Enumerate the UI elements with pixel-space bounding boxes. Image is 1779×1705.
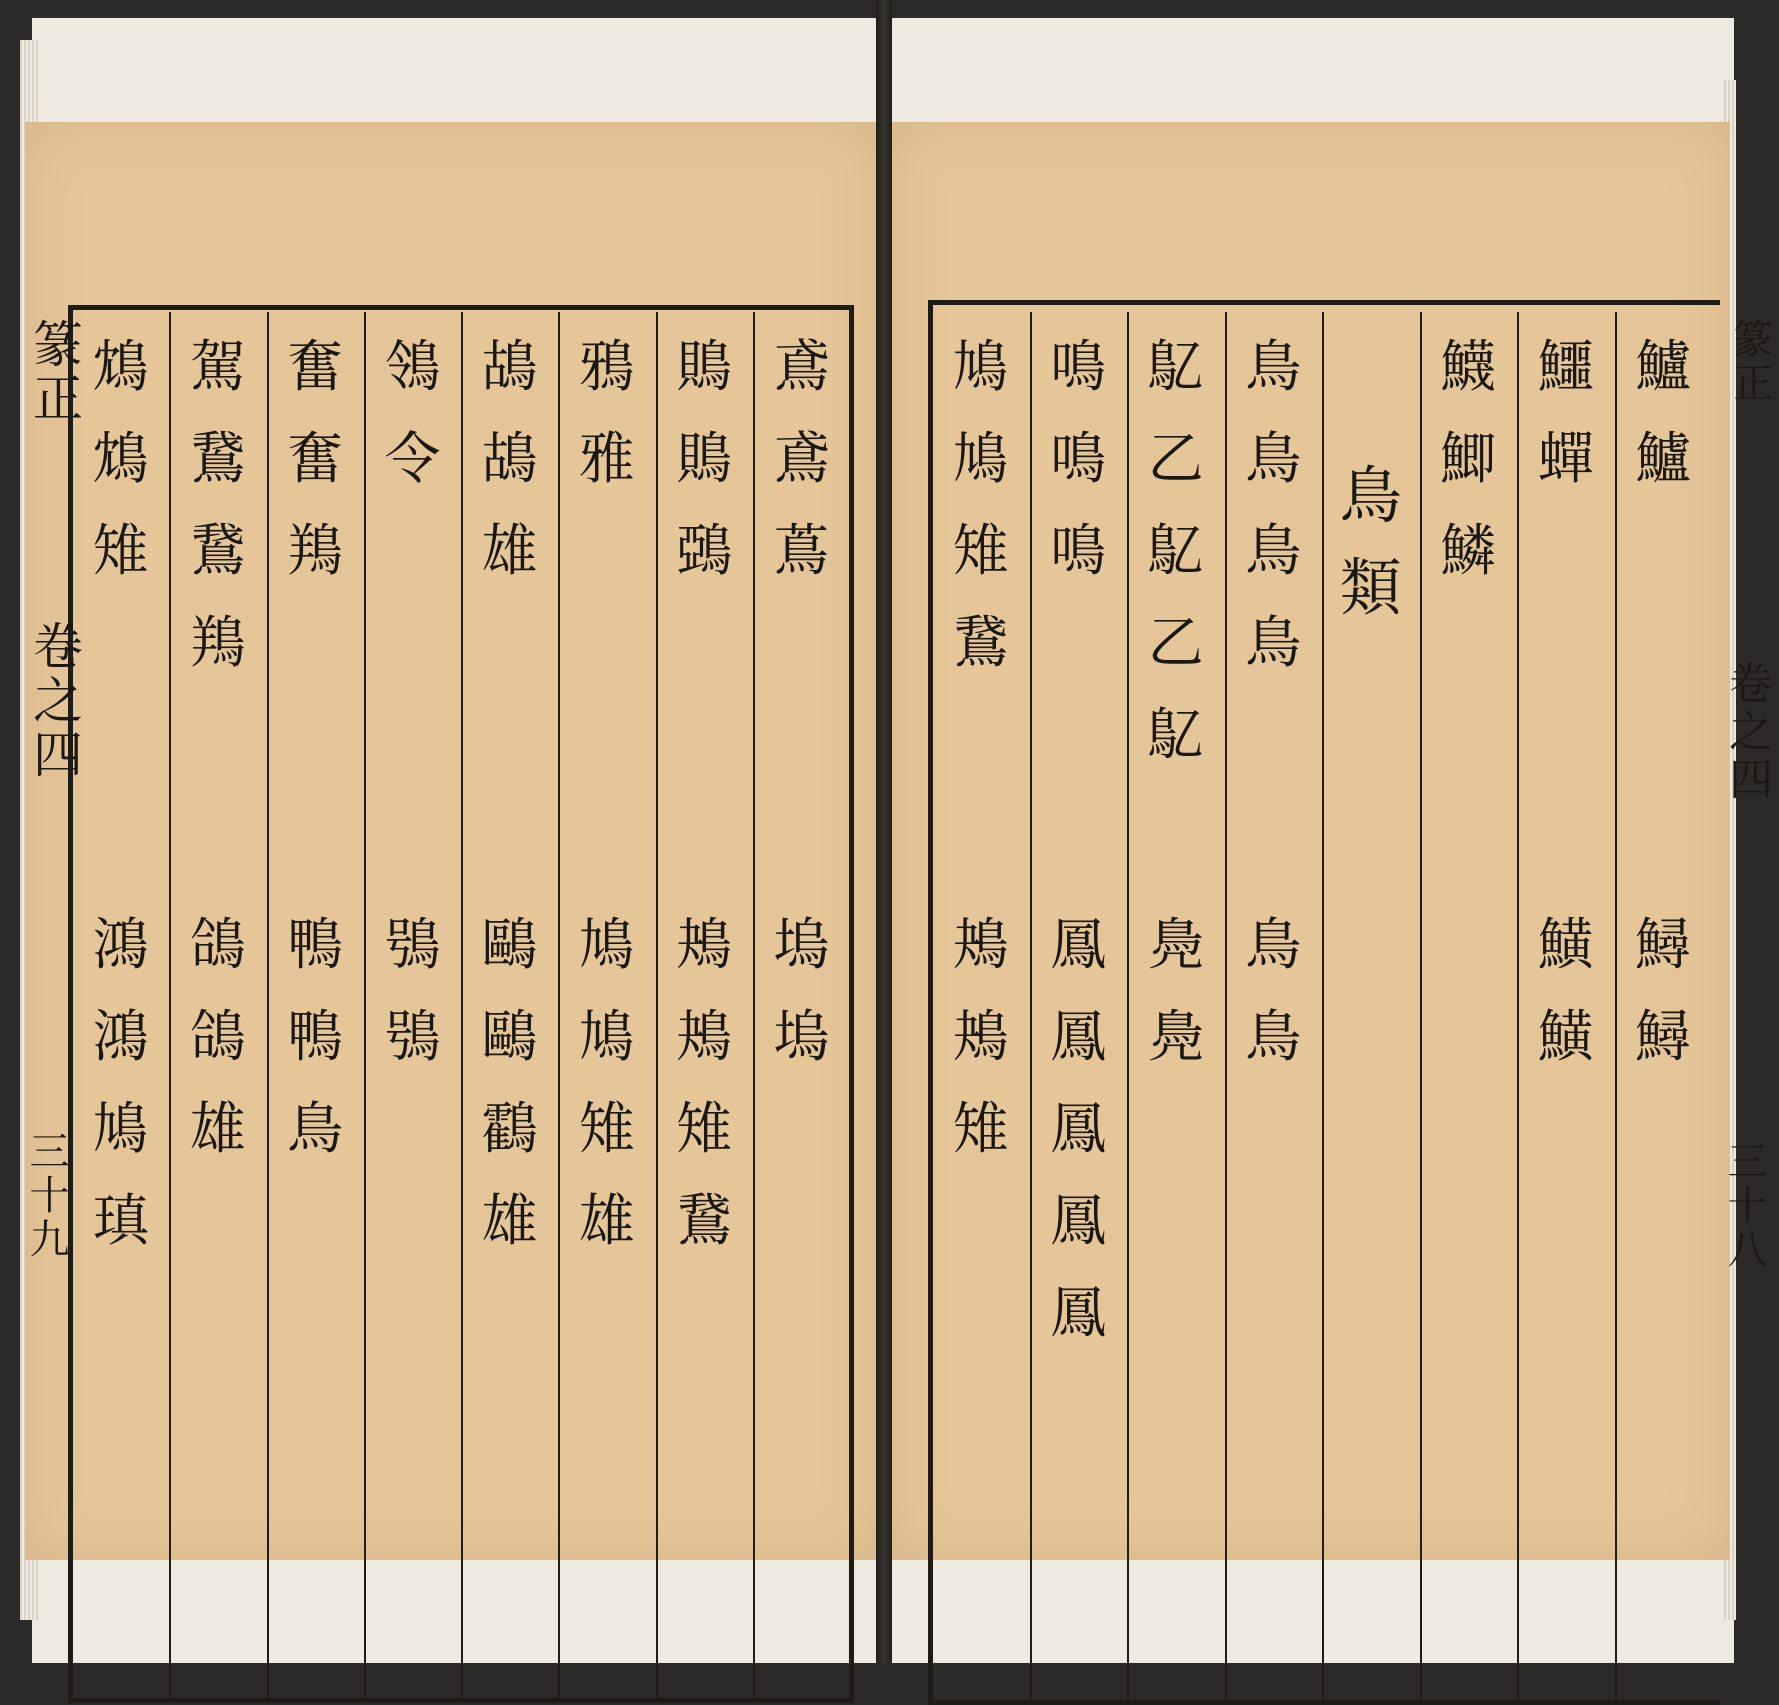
seal-glyph: 雉 — [578, 1097, 635, 1162]
seal-glyph: 鳩 — [952, 335, 1009, 400]
column-rule — [1127, 312, 1129, 1700]
seal-glyph: 鳴 — [1050, 427, 1107, 492]
seal-glyph: 鴹 — [189, 611, 246, 676]
seal-glyph: 鳥 — [1245, 427, 1302, 492]
left-margin-folio: 三十九 — [23, 1130, 69, 1262]
seal-glyph: 鳥 — [1339, 459, 1402, 532]
right-margin-title: 篆正 — [1727, 318, 1773, 406]
column-rule — [364, 312, 366, 1700]
seal-glyph: 雉 — [92, 519, 149, 584]
left-margin-volume: 卷之四 — [25, 620, 83, 782]
left-page-column-1-bottom — [761, 900, 841, 1084]
seal-glyph: 鴞 — [384, 1005, 441, 1070]
seal-glyph: 鴿 — [189, 1005, 246, 1070]
left-page-column-7-bottom — [178, 900, 258, 1176]
seal-glyph: 鴣 — [481, 427, 538, 492]
seal-glyph: 鳥 — [1245, 519, 1302, 584]
seal-glyph: 雉 — [676, 1097, 733, 1162]
seal-glyph: 鳶 — [773, 335, 830, 400]
right-page-column-8-top — [941, 322, 1021, 690]
seal-glyph: 鳥 — [1245, 1005, 1302, 1070]
seal-glyph: 鳦 — [1147, 703, 1204, 768]
column-rule — [558, 312, 560, 1700]
right-page-column-6-bottom — [1136, 900, 1216, 1084]
seal-glyph: 鱘 — [1635, 913, 1692, 978]
seal-glyph: 鵞 — [189, 427, 246, 492]
seal-glyph: 鳦 — [1147, 335, 1204, 400]
seal-glyph: 鴂 — [952, 913, 1009, 978]
column-rule — [1420, 312, 1422, 1700]
column-rule — [1225, 312, 1227, 1700]
seal-glyph: 鷗 — [481, 1005, 538, 1070]
seal-glyph: 鵙 — [676, 427, 733, 492]
seal-glyph: 瑱 — [92, 1189, 149, 1254]
seal-glyph: 鸖 — [481, 1097, 538, 1162]
seal-glyph: 鳳 — [1050, 1097, 1107, 1162]
right-page-column-2-top — [1526, 322, 1606, 506]
seal-glyph: 雉 — [952, 519, 1009, 584]
seal-glyph: 鱗 — [1440, 519, 1497, 584]
seal-glyph: 塢 — [773, 913, 830, 978]
seal-glyph: 鴹 — [287, 519, 344, 584]
seal-glyph: 塢 — [773, 1005, 830, 1070]
seal-glyph: 鴨 — [287, 1005, 344, 1070]
right-page-column-3-top — [1428, 322, 1508, 598]
seal-glyph: 鱸 — [1635, 427, 1692, 492]
column-rule — [753, 312, 755, 1700]
seal-glyph: 鳶 — [773, 427, 830, 492]
seal-glyph: 鴆 — [92, 427, 149, 492]
right-page-column-6-top — [1136, 322, 1216, 782]
seal-glyph: 雉 — [952, 1097, 1009, 1162]
seal-glyph: 蟬 — [1537, 427, 1594, 492]
seal-glyph: 鴆 — [92, 335, 149, 400]
seal-glyph: 鳳 — [1050, 1189, 1107, 1254]
right-margin-folio: 三十八 — [1721, 1140, 1767, 1272]
seal-glyph: 鳥 — [1245, 335, 1302, 400]
right-page-column-1-bottom — [1623, 900, 1703, 1084]
seal-glyph: 鳧 — [1147, 1005, 1204, 1070]
seal-glyph: 鴨 — [287, 913, 344, 978]
seal-glyph: 鳴 — [1050, 335, 1107, 400]
right-page-column-4-top — [1331, 450, 1411, 634]
right-page-column-1-top — [1623, 322, 1703, 506]
seal-glyph: 鴻 — [92, 1005, 149, 1070]
left-page-column-4-bottom — [470, 900, 550, 1268]
left-page-column-3-bottom — [567, 900, 647, 1268]
seal-glyph: 鴻 — [92, 913, 149, 978]
seal-glyph: 鳳 — [1050, 913, 1107, 978]
left-margin-title: 篆正 — [25, 318, 83, 426]
left-page-column-4-top — [470, 322, 550, 598]
seal-glyph: 雄 — [578, 1189, 635, 1254]
seal-glyph: 鵞 — [676, 1189, 733, 1254]
right-page-column-5-bottom — [1233, 900, 1313, 1084]
seal-glyph: 鱸 — [1635, 335, 1692, 400]
right-margin-volume: 卷之四 — [1721, 660, 1772, 804]
column-rule — [1517, 312, 1519, 1700]
seal-glyph: 類 — [1339, 551, 1402, 624]
seal-glyph: 鳳 — [1050, 1281, 1107, 1346]
seal-glyph: 鱑 — [1537, 913, 1594, 978]
book-gutter — [876, 0, 892, 1665]
seal-glyph: 鳩 — [578, 1005, 635, 1070]
seal-glyph: 鱑 — [1537, 1005, 1594, 1070]
seal-glyph: 鵶 — [676, 519, 733, 584]
seal-glyph: 駕 — [189, 335, 246, 400]
left-page-column-8-bottom — [81, 900, 161, 1268]
seal-glyph: 鱷 — [1537, 335, 1594, 400]
column-rule — [1615, 312, 1617, 1700]
seal-glyph: 鳴 — [1050, 519, 1107, 584]
seal-glyph: 鳧 — [1147, 913, 1204, 978]
left-page-column-2-top — [664, 322, 744, 598]
seal-glyph: 鳥 — [1245, 611, 1302, 676]
seal-glyph: 鳩 — [92, 1097, 149, 1162]
column-rule — [169, 312, 171, 1700]
seal-glyph: 奮 — [287, 427, 344, 492]
right-page-column-2-bottom — [1526, 900, 1606, 1084]
left-page-column-5-bottom — [372, 900, 452, 1084]
seal-glyph: 雅 — [578, 427, 635, 492]
left-page-column-8-top — [81, 322, 161, 598]
seal-glyph: 鱴 — [1440, 335, 1497, 400]
seal-glyph: 鴞 — [384, 913, 441, 978]
left-page-column-3-top — [567, 322, 647, 506]
left-page-column-6-top — [275, 322, 355, 598]
seal-glyph: 雄 — [481, 1189, 538, 1254]
right-page-column-7-bottom — [1038, 900, 1118, 1360]
left-page-column-2-bottom — [664, 900, 744, 1268]
left-page-column-6-bottom — [275, 900, 355, 1176]
seal-glyph: 鳥 — [1245, 913, 1302, 978]
seal-glyph: 鴣 — [481, 335, 538, 400]
seal-glyph: 鳩 — [578, 913, 635, 978]
left-page-column-1-top — [761, 322, 841, 598]
seal-glyph: 鴒 — [384, 335, 441, 400]
seal-glyph: 令 — [384, 427, 441, 492]
seal-glyph: 奮 — [287, 335, 344, 400]
seal-glyph: 鴉 — [578, 335, 635, 400]
seal-glyph: 乙 — [1147, 427, 1204, 492]
seal-glyph: 鳩 — [952, 427, 1009, 492]
right-page-column-7-top — [1038, 322, 1118, 598]
left-page-column-5-top — [372, 322, 452, 506]
column-rule — [267, 312, 269, 1700]
column-rule — [1322, 312, 1324, 1700]
seal-glyph: 鳳 — [1050, 1005, 1107, 1070]
right-page-column-8-bottom — [941, 900, 1021, 1176]
seal-glyph: 鱘 — [1635, 1005, 1692, 1070]
seal-glyph: 鵙 — [676, 335, 733, 400]
seal-glyph: 鴂 — [676, 913, 733, 978]
seal-glyph: 蔦 — [773, 519, 830, 584]
seal-glyph: 鵞 — [952, 611, 1009, 676]
column-rule — [461, 312, 463, 1700]
seal-glyph: 鷗 — [481, 913, 538, 978]
seal-glyph: 雄 — [189, 1097, 246, 1162]
seal-glyph: 鴂 — [952, 1005, 1009, 1070]
seal-glyph: 鴂 — [676, 1005, 733, 1070]
seal-glyph: 鴿 — [189, 913, 246, 978]
right-page-column-5-top — [1233, 322, 1313, 690]
seal-glyph: 乙 — [1147, 611, 1204, 676]
seal-glyph: 鳥 — [287, 1097, 344, 1162]
seal-glyph: 鳦 — [1147, 519, 1204, 584]
left-page-column-7-top — [178, 322, 258, 690]
seal-glyph: 雄 — [481, 519, 538, 584]
column-rule — [1030, 312, 1032, 1700]
seal-glyph: 鯽 — [1440, 427, 1497, 492]
seal-glyph: 鵞 — [189, 519, 246, 584]
column-rule — [656, 312, 658, 1700]
